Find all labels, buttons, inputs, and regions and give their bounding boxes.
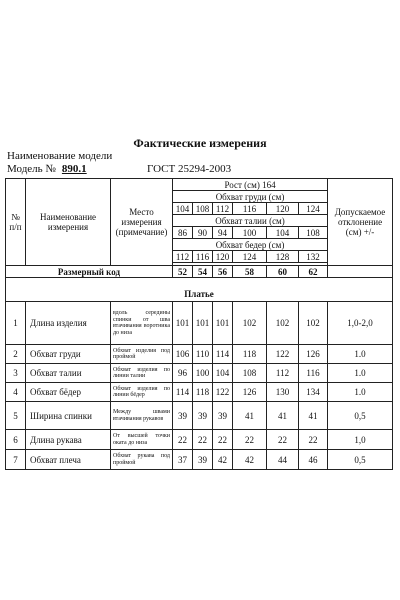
header-place: Место измерения (примечание) bbox=[111, 179, 173, 266]
row-value: 108 bbox=[233, 364, 267, 383]
row-value: 42 bbox=[213, 450, 233, 470]
model-line bbox=[7, 163, 397, 175]
row-value: 126 bbox=[233, 383, 267, 402]
size-code: 62 bbox=[299, 266, 328, 278]
row-value: 39 bbox=[193, 450, 213, 470]
row-no: 2 bbox=[6, 345, 26, 364]
row-value: 46 bbox=[299, 450, 328, 470]
row-place: Обхват рукава под проймой bbox=[111, 450, 173, 470]
hips-value: 120 bbox=[213, 251, 233, 263]
header-hips: Обхват бедер (см) bbox=[173, 239, 328, 251]
row-value: 102 bbox=[299, 302, 328, 345]
row-value: 39 bbox=[173, 402, 193, 430]
row-value: 96 bbox=[173, 364, 193, 383]
chest-value: 112 bbox=[213, 203, 233, 215]
row-value: 101 bbox=[193, 302, 213, 345]
row-value: 22 bbox=[193, 430, 213, 450]
hips-value: 124 bbox=[233, 251, 267, 263]
row-no: 3 bbox=[6, 364, 26, 383]
row-place: Обхват изделия по линии талии bbox=[111, 364, 173, 383]
waist-value: 86 bbox=[173, 227, 193, 239]
row-name: Обхват груди bbox=[26, 345, 111, 364]
model-number: 890.1 bbox=[61, 163, 87, 175]
row-place: вдоль середины спинки от шва втачивания воротника до низа bbox=[111, 302, 173, 345]
row-value: 22 bbox=[213, 430, 233, 450]
header-waist: Обхват талии (см) bbox=[173, 215, 328, 227]
row-place: Обхват изделия под проймой bbox=[111, 345, 173, 364]
row-name: Длина изделия bbox=[26, 302, 111, 345]
size-code: 58 bbox=[233, 266, 267, 278]
row-tolerance: 1.0 bbox=[328, 345, 393, 364]
row-place: От высшей точки оката до низа bbox=[111, 430, 173, 450]
hips-value: 128 bbox=[267, 251, 299, 263]
row-tolerance: 0,5 bbox=[328, 450, 393, 470]
row-name: Длина рукава bbox=[26, 430, 111, 450]
row-value: 101 bbox=[213, 302, 233, 345]
row-no: 6 bbox=[6, 430, 26, 450]
header-chest: Обхват груди (см) bbox=[173, 191, 328, 203]
table-row bbox=[6, 402, 393, 430]
table-row bbox=[6, 302, 393, 345]
header-no: № п/п bbox=[6, 179, 26, 266]
size-code-label: Размерный код bbox=[6, 266, 173, 278]
row-place: Между швами втачивания рукавов bbox=[111, 402, 173, 430]
table-row bbox=[6, 450, 393, 470]
row-value: 41 bbox=[267, 402, 299, 430]
row-name: Обхват плеча bbox=[26, 450, 111, 470]
row-value: 114 bbox=[173, 383, 193, 402]
table-row bbox=[6, 345, 393, 364]
row-no: 1 bbox=[6, 302, 26, 345]
row-value: 102 bbox=[267, 302, 299, 345]
header-name: Наименование измерения bbox=[26, 179, 111, 266]
size-code: 52 bbox=[173, 266, 193, 278]
row-value: 22 bbox=[173, 430, 193, 450]
row-value: 126 bbox=[299, 345, 328, 364]
model-no-label: Модель № bbox=[7, 163, 56, 175]
chest-value: 108 bbox=[193, 203, 213, 215]
row-value: 41 bbox=[233, 402, 267, 430]
row-value: 102 bbox=[233, 302, 267, 345]
row-value: 134 bbox=[299, 383, 328, 402]
row-tolerance: 1,0-2,0 bbox=[328, 302, 393, 345]
hips-value: 132 bbox=[299, 251, 328, 263]
table-row bbox=[6, 383, 393, 402]
section-title: Платье bbox=[6, 278, 393, 302]
row-value: 118 bbox=[233, 345, 267, 364]
size-code: 54 bbox=[193, 266, 213, 278]
header-height: Рост (см) 164 bbox=[173, 179, 328, 191]
row-value: 22 bbox=[233, 430, 267, 450]
row-value: 116 bbox=[299, 364, 328, 383]
row-name: Ширина спинки bbox=[26, 402, 111, 430]
row-tolerance: 0,5 bbox=[328, 402, 393, 430]
row-value: 101 bbox=[173, 302, 193, 345]
gost-standard: ГОСТ 25294-2003 bbox=[147, 163, 232, 175]
row-value: 114 bbox=[213, 345, 233, 364]
row-no: 4 bbox=[6, 383, 26, 402]
row-place: Обхват изделия по линии бёдер bbox=[111, 383, 173, 402]
chest-value: 116 bbox=[233, 203, 267, 215]
row-value: 42 bbox=[233, 450, 267, 470]
row-name: Обхват талии bbox=[26, 364, 111, 383]
row-value: 104 bbox=[213, 364, 233, 383]
row-tolerance: 1.0 bbox=[328, 383, 393, 402]
header-tolerance: Допускаемое отклонение (см) +/- bbox=[328, 179, 393, 266]
model-name-label: Наименование модели bbox=[7, 150, 113, 162]
waist-value: 108 bbox=[299, 227, 328, 239]
row-value: 41 bbox=[299, 402, 328, 430]
row-value: 122 bbox=[213, 383, 233, 402]
waist-value: 90 bbox=[193, 227, 213, 239]
hips-value: 112 bbox=[173, 251, 193, 263]
row-no: 7 bbox=[6, 450, 26, 470]
hips-value: 116 bbox=[193, 251, 213, 263]
row-value: 106 bbox=[173, 345, 193, 364]
row-value: 110 bbox=[193, 345, 213, 364]
table-row bbox=[6, 430, 393, 450]
row-value: 100 bbox=[193, 364, 213, 383]
row-value: 130 bbox=[267, 383, 299, 402]
row-value: 44 bbox=[267, 450, 299, 470]
size-code: 60 bbox=[267, 266, 299, 278]
row-value: 22 bbox=[267, 430, 299, 450]
row-value: 39 bbox=[213, 402, 233, 430]
waist-value: 94 bbox=[213, 227, 233, 239]
waist-value: 104 bbox=[267, 227, 299, 239]
chest-value: 124 bbox=[299, 203, 328, 215]
measurements-table bbox=[5, 178, 393, 470]
row-tolerance: 1.0 bbox=[328, 364, 393, 383]
row-value: 22 bbox=[299, 430, 328, 450]
row-name: Обхват бёдер bbox=[26, 383, 111, 402]
row-value: 37 bbox=[173, 450, 193, 470]
row-tolerance: 1,0 bbox=[328, 430, 393, 450]
waist-value: 100 bbox=[233, 227, 267, 239]
page-title: Фактические измерения bbox=[133, 136, 267, 150]
chest-value: 120 bbox=[267, 203, 299, 215]
row-value: 112 bbox=[267, 364, 299, 383]
row-value: 39 bbox=[193, 402, 213, 430]
row-value: 122 bbox=[267, 345, 299, 364]
row-no: 5 bbox=[6, 402, 26, 430]
table-row bbox=[6, 364, 393, 383]
chest-value: 104 bbox=[173, 203, 193, 215]
size-code: 56 bbox=[213, 266, 233, 278]
row-value: 118 bbox=[193, 383, 213, 402]
